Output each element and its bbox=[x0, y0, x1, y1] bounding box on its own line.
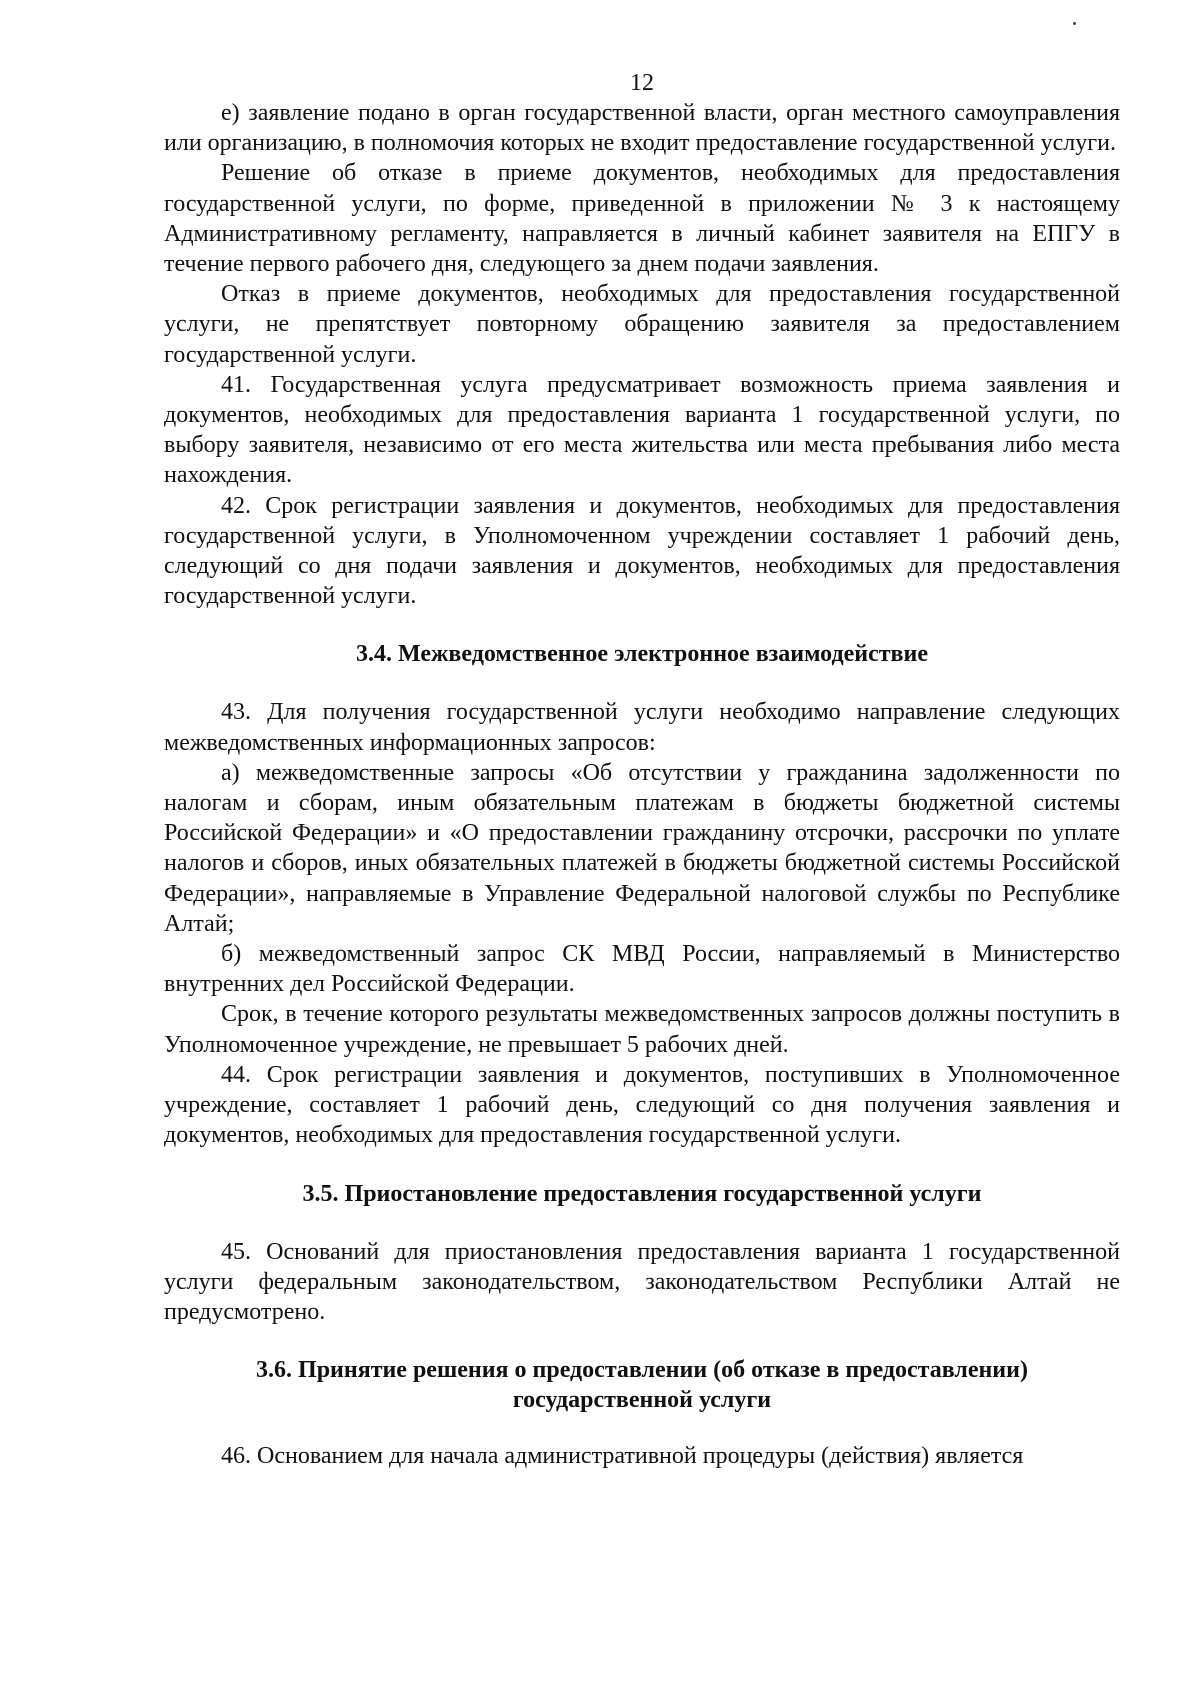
paragraph-43: 43. Для получения государственной услуги необходимо направление следующих межведомственных информационных запросов: bbox=[164, 699, 1120, 756]
spacer bbox=[164, 1327, 1120, 1355]
section-heading-3-6: 3.6. Принятие решения о предоставлении (об отказе в предоставлении) bbox=[256, 1357, 1028, 1384]
paragraph-43-b: б) межведомственный запрос СК МВД России, направляемый в Министерство внутренних дел Российской Федерации. bbox=[164, 941, 1120, 998]
paragraph-42: 42. Срок регистрации заявления и документов, необходимых для предоставления государственной услуги, в Уполномоченном учреждении составляет 1 рабочий день, следующий со дня подачи заявления и документов, необходимых для предоставления государственной услуги. bbox=[164, 492, 1120, 610]
paragraph-e-clause: е) заявление подано в орган государственной власти, орган местного самоуправления или организацию, в полномочия которых не входит предоставление государственной услуги. bbox=[164, 100, 1120, 157]
spacer bbox=[164, 1415, 1120, 1441]
section-heading-3-5: 3.5. Приостановление предоставления государственной услуги bbox=[302, 1180, 982, 1207]
spacer bbox=[164, 1151, 1120, 1179]
paragraph-refusal-decision: Решение об отказе в приеме документов, необходимых для предоставления государственной услуги, по форме, приведенной в приложении № 3 к настоящему Административному регламенту, направляется в личный кабинет заявителя на ЕПГУ в течение первого рабочего дня, следующего за днем подачи заявления. bbox=[164, 160, 1120, 278]
spacer bbox=[164, 669, 1120, 697]
spacer bbox=[164, 611, 1120, 639]
document-page bbox=[164, 68, 1120, 1471]
paragraph-request-deadline: Срок, в течение которого результаты межведомственных запросов должны поступить в Уполномоченное учреждение, не превышает 5 рабочих дней. bbox=[164, 1001, 1120, 1058]
paragraph-45: 45. Оснований для приостановления предоставления варианта 1 государственной услуги федеральным законодательством, законодательством Республики Алтай не предусмотрено. bbox=[164, 1238, 1120, 1325]
paragraph-43-a: а) межведомственные запросы «Об отсутствии у гражданина задолженности по налогам и сборам, иным обязательным платежам в бюджеты бюджетной системы Российской Федерации» и «О предоставлении гражданину отсрочки, рассрочки по уплате налогов и сборов, иных обязательных платежей в бюджеты бюджетной системы Российской Федерации», направляемые в Управление Федеральной налоговой службы по Республике Алтай; bbox=[164, 759, 1120, 937]
paragraph-46: 46. Основанием для начала административной процедуры (действия) является bbox=[221, 1443, 1024, 1470]
page-number: 12 bbox=[630, 70, 654, 96]
spacer bbox=[164, 1209, 1120, 1237]
paragraph-refusal-not-obstacle: Отказ в приеме документов, необходимых для предоставления государственной услуги, не препятствует повторному обращению заявителя за предоставлением государственной услуги. bbox=[164, 281, 1120, 368]
scan-dot-mark bbox=[1073, 22, 1076, 25]
paragraph-41: 41. Государственная услуга предусматривает возможность приема заявления и документов, необходимых для предоставления варианта 1 государственной услуги, по выбору заявителя, независимо от его места жительства или места пребывания либо места нахождения. bbox=[164, 371, 1120, 489]
section-heading-3-6-line2: государственной услуги bbox=[512, 1387, 772, 1414]
section-heading-3-4: 3.4. Межведомственное электронное взаимодействие bbox=[356, 641, 928, 668]
paragraph-44: 44. Срок регистрации заявления и документов, поступивших в Уполномоченное учреждение, составляет 1 рабочий день, следующий со дня получения заявления и документов, необходимых для предоставления государственной услуги. bbox=[164, 1061, 1120, 1149]
